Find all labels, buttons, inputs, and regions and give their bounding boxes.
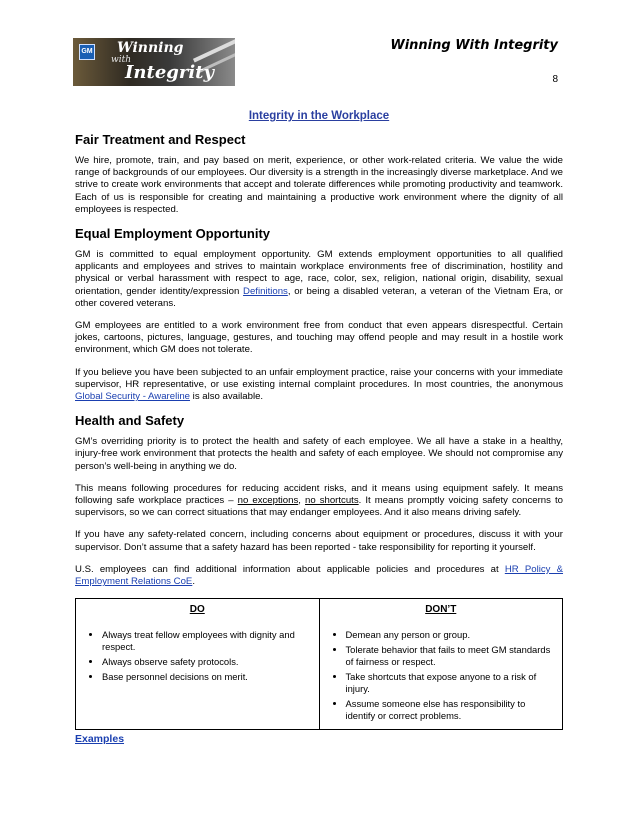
section-heading-fair-treatment: Fair Treatment and Respect [75, 132, 246, 147]
dont-item: • Demean any person or group. [346, 629, 553, 641]
header-title: Winning With Integrity [390, 38, 558, 53]
page-number: 8 [552, 74, 558, 85]
eeo-paragraph-2: GM employees are entitled to a work environment free from conduct that even appears disrespectful. Certain jokes, cartoons, pictures, language, gestures, and touching may offend people and may result in a hostile work environment, which GM does not tolerate. [75, 320, 563, 356]
do-item: • Always treat fellow employees with dignity and respect. [102, 629, 309, 653]
do-item: • Always observe safety protocols. [102, 656, 309, 668]
do-header: DO [189, 604, 205, 616]
dont-column [319, 599, 563, 730]
do-dont-table [75, 598, 563, 730]
logo-word-integrity: Integrity [125, 62, 214, 83]
definitions-link[interactable]: Definitions [243, 285, 288, 297]
logo-word-with: with [111, 55, 131, 65]
gm-badge: GM [79, 44, 95, 60]
health-paragraph-4: U.S. employees can find additional information about applicable policies and procedures at HR Policy & Employment Relations CoE. [75, 563, 564, 588]
do-column [76, 599, 320, 730]
dont-item: • Assume someone else has responsibility to identify or correct problems. [346, 698, 553, 722]
health-paragraph-2: This means following procedures for reducing accident risks, and it means using equipment safely. It means following safe workplace practices – no exceptions, no shortcuts. It means promptly voicing safety concerns to supervisors, so we can correct situations that may endanger employees. And it also means driving safely. [75, 482, 563, 519]
awareline-link[interactable]: Global Security - Awareline [75, 391, 191, 403]
dont-header: DON’T [425, 604, 457, 616]
page-heading: Integrity in the Workplace [248, 110, 390, 122]
health-paragraph-1: GM’s overriding priority is to protect the health and safety of each employee. We all have a stake in a healthy, injury-free work environment that protects the health and safety of each employee. We should not compromise any person’s well-being in anything we do. [75, 436, 563, 472]
examples-link[interactable]: Examples [75, 733, 125, 745]
do-item: • Base personnel decisions on merit. [102, 671, 309, 683]
page-content [75, 110, 563, 730]
logo-word-winning: Winning [117, 40, 184, 56]
winning-with-integrity-logo [73, 38, 235, 86]
eeo-paragraph-1: GM is committed to equal employment opportunity. GM extends employment opportunities to all qualified applicants and employees and strives to maintain workplace environments free of discrimination, hostility and physical or verbal harassment with respect to age, race, color, sex, religion, national origin, disability, sexual orientation, gender identity/expression Definitions, or being a disabled veteran, a veteran of the Vietnam Era, or other covered veterans. [75, 249, 564, 309]
dont-item: • Take shortcuts that expose anyone to a risk of injury. [346, 671, 553, 695]
health-paragraph-3: If you have any safety-related concern, including concerns about equipment or procedures, discuss it with your supervisor. Don’t assume that a safety hazard has been reported - take responsibility for reporting it yourself. [75, 529, 563, 553]
hr-policy-link[interactable]: HR Policy & Employment Relations CoE [75, 563, 564, 588]
dont-item: • Tolerate behavior that fails to meet GM standards of fairness or respect. [346, 644, 553, 668]
section-heading-health-safety: Health and Safety [75, 413, 185, 429]
section-heading-eeo: Equal Employment Opportunity [75, 226, 271, 242]
fair-treatment-paragraph: We hire, promote, train, and pay based on merit, experience, or other work-related criteria. We value the wide range of backgrounds of our employees. Our diversity is a strength in the increasingly diverse marketplace. And we strive to create work environments that accept and tolerate differences while promoting productivity and teamwork. Each of us is responsible for creating and maintaining a productive work environment where the dignity of all employees is respected. [75, 155, 563, 215]
eeo-paragraph-3: If you believe you have been subjected to an unfair employment practice, raise your concerns with your immediate supervisor, HR representative, or use existing internal complaint procedures. In most countries, the anonymous Global Security - Awareline is also available. [75, 366, 563, 403]
